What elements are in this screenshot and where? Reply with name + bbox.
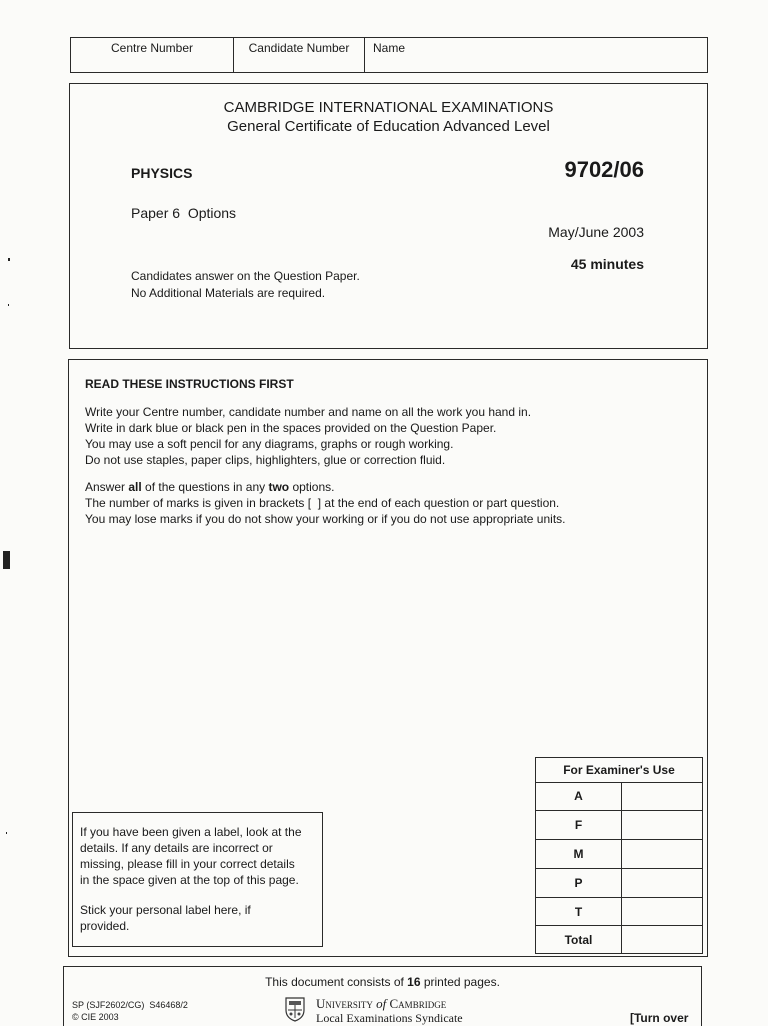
candidate-number-field[interactable]: [234, 38, 365, 72]
instruction-line: Write your Centre number, candidate number and name on all the work you hand in.: [85, 405, 532, 419]
materials-note: No Additional Materials are required.: [131, 286, 326, 300]
examiner-row-label: F: [536, 811, 622, 839]
candidate-details-bar: [70, 37, 708, 73]
page-count-note: [64, 975, 701, 989]
examiner-table-title: For Examiner's Use: [536, 758, 702, 783]
exam-duration: 45 minutes: [570, 256, 644, 272]
examiner-row: [536, 782, 702, 811]
units-instruction: You may lose marks if you do not show your working or if you do not use appropriate units.: [85, 512, 566, 526]
exam-header: [69, 83, 708, 349]
examiner-row-label: A: [536, 782, 622, 810]
examiner-row: [536, 811, 702, 840]
scan-mark: [8, 304, 9, 306]
stick-label-line: provided.: [80, 919, 130, 933]
instructions-title: READ THESE INSTRUCTIONS FIRST: [85, 377, 294, 391]
centre-number-label: Centre Number: [110, 41, 194, 55]
document-reference: SP (SJF2602/CG) S46468/2: [72, 1000, 188, 1010]
label-instruction-line: details. If any details are incorrect or: [80, 841, 273, 855]
uni-of: of: [376, 996, 387, 1011]
instruction-line: Write in dark blue or black pen in the spaces provided on the Question Paper.: [85, 421, 497, 435]
label-instruction-line: If you have been given a label, look at the: [80, 825, 302, 839]
personal-label-box[interactable]: [72, 812, 323, 947]
candidate-number-label: Candidate Number: [248, 41, 350, 55]
turn-over-note: [Turn over: [630, 1011, 689, 1025]
stick-label-line: Stick your personal label here, if: [80, 903, 251, 917]
answer-all: all: [128, 480, 142, 494]
examiner-row-label: T: [536, 898, 622, 925]
pages-post: printed pages.: [420, 975, 500, 989]
examiner-use-table: [535, 757, 703, 954]
syndicate-name: Local Examinations Syndicate: [316, 1011, 463, 1025]
answer-two: two: [268, 480, 290, 494]
university-logo-text: [316, 996, 446, 1012]
examiner-row: [536, 898, 702, 926]
answer-instruction: [85, 480, 335, 494]
label-instruction-line: missing, please fill in your correct details: [80, 857, 295, 871]
uni-university: University: [316, 996, 373, 1011]
university-crest-icon: [284, 996, 306, 1022]
scan-mark: [8, 258, 10, 261]
instruction-line: Do not use staples, paper clips, highlighters, glue or correction fluid.: [85, 453, 446, 467]
answer-pre: Answer: [85, 480, 129, 494]
footer-box: [63, 966, 702, 1026]
subject-title: PHYSICS: [131, 165, 193, 181]
examiner-row-label: Total: [536, 926, 622, 953]
answer-mid: of the questions in any: [141, 480, 269, 494]
exam-level: General Certificate of Education Advanced Level: [227, 118, 550, 135]
marks-instruction: The number of marks is given in brackets [ ] at the end of each question or part question.: [85, 496, 560, 510]
pages-pre: This document consists of: [265, 975, 408, 989]
uni-cambridge: Cambridge: [389, 996, 447, 1011]
answer-note: Candidates answer on the Question Paper.: [131, 269, 360, 283]
examiner-row-label: M: [536, 840, 622, 868]
pages-count: 16: [407, 975, 421, 989]
examiner-row: [536, 869, 702, 898]
examiner-row-label: P: [536, 869, 622, 897]
scan-mark: [6, 832, 7, 834]
label-instruction-line: in the space given at the top of this page.: [80, 873, 299, 887]
name-label: Name: [373, 41, 406, 55]
answer-post: options.: [289, 480, 335, 494]
examiner-row: [536, 840, 702, 869]
copyright: © CIE 2003: [72, 1012, 119, 1022]
name-field[interactable]: [365, 38, 709, 72]
centre-number-field[interactable]: [71, 38, 234, 72]
paper-title: Paper 6 Options: [131, 205, 237, 221]
syllabus-code: 9702/06: [564, 157, 644, 182]
instruction-line: You may use a soft pencil for any diagrams, graphs or rough working.: [85, 437, 454, 451]
examiner-row-total: [536, 926, 702, 953]
exam-board: CAMBRIDGE INTERNATIONAL EXAMINATIONS: [223, 99, 554, 116]
exam-session: May/June 2003: [548, 224, 644, 240]
scan-mark: [3, 551, 10, 569]
